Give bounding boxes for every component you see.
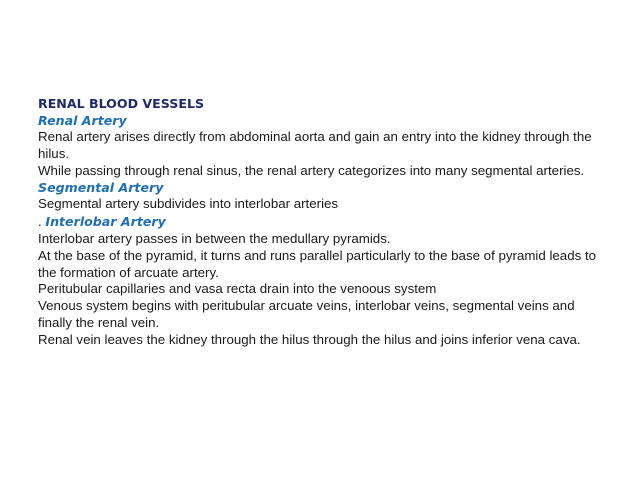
interlobar-artery-heading: Interlobar Artery xyxy=(45,214,166,230)
renal-artery-text-1: Renal artery arises directly from abdominal aorta and gain an entry into the kidney through the hilus. xyxy=(38,129,592,161)
interlobar-artery-text-5: Renal vein leaves the kidney through the hilus through the hilus and joins inferior vena cava. xyxy=(38,331,581,347)
renal-artery-text-2: While passing through renal sinus, the renal artery categorizes into many segmental arteries. xyxy=(38,162,585,178)
interlobar-artery-text-1: Interlobar artery passes in between the medullary pyramids. xyxy=(38,230,391,246)
interlobar-artery-text-2: At the base of the pyramid, it turns and runs parallel particularly to the base of pyramid leads to the formation of arcuate artery. xyxy=(38,247,597,280)
slide-title: RENAL BLOOD VESSELS xyxy=(38,96,205,111)
interlobar-artery-text-4: Venous system begins with peritubular arcuate veins, interlobar veins, segmental veins and finally the renal vein. xyxy=(38,298,575,330)
interlobar-prefix: . xyxy=(38,214,46,230)
slide-content xyxy=(38,95,598,349)
interlobar-artery-heading-line xyxy=(38,213,598,231)
interlobar-artery-text-3: Peritubular capillaries and vasa recta drain into the venoous system xyxy=(38,281,437,297)
renal-artery-heading: Renal Artery xyxy=(38,113,127,128)
segmental-artery-heading: Segmental Artery xyxy=(38,180,164,196)
segmental-artery-text-1: Segmental artery subdivides into interlobar arteries xyxy=(38,196,339,212)
